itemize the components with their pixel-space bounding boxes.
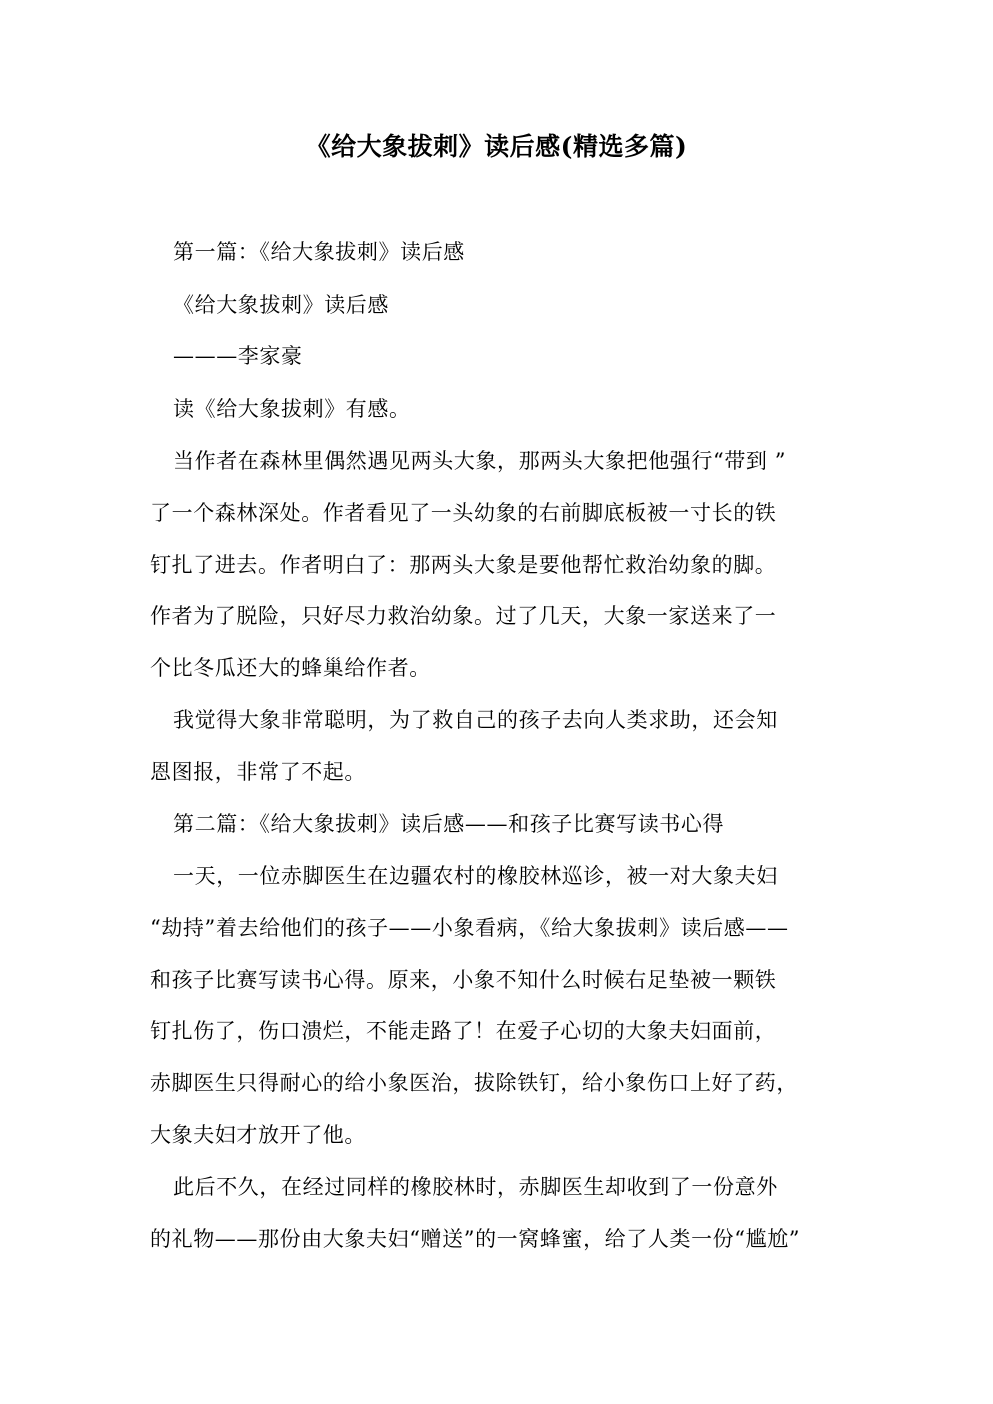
paragraph-line: 钉扎伤了，伤口溃烂，不能走路了！在爱子心切的大象夫妇面前，: [150, 1019, 777, 1043]
section-heading-2: 第二篇：《给大象拔刺》读后感——和孩子比赛写读书心得: [173, 812, 725, 836]
paragraph-line: 大象夫妇才放开了他。: [150, 1123, 366, 1147]
section-heading-1: 第一篇：《给大象拔刺》读后感: [173, 240, 465, 264]
paragraph-line: 的礼物——那份由大象夫妇“赠送”的一窝蜂蜜，给了人类一份“尴尬”: [150, 1227, 801, 1251]
paragraph-line: “劫持”着去给他们的孩子——小象看病，《给大象拔刺》读后感——: [150, 916, 789, 940]
subtitle: 《给大象拔刺》读后感: [173, 293, 389, 317]
paragraph-line: 作者为了脱险，只好尽力救治幼象。过了几天，大象一家送来了一: [150, 604, 777, 628]
document-title: 《给大象拔刺》读后感(精选多篇): [305, 132, 688, 161]
author-line: ———李家豪: [173, 344, 303, 368]
paragraph-line: 当作者在森林里偶然遇见两头大象，那两头大象把他强行“带到 ”: [173, 449, 787, 473]
paragraph-line: 钉扎了进去。作者明白了：那两头大象是要他帮忙救治幼象的脚。: [150, 553, 777, 577]
paragraph-line: 了一个森林深处。作者看见了一头幼象的右前脚底板被一寸长的铁: [150, 501, 777, 525]
paragraph-line: 一天，一位赤脚医生在边疆农村的橡胶林巡诊，被一对大象夫妇: [173, 864, 778, 888]
paragraph-line: 此后不久，在经过同样的橡胶林时，赤脚医生却收到了一份意外: [173, 1175, 778, 1199]
paragraph-line: 个比冬瓜还大的蜂巢给作者。: [150, 656, 431, 680]
paragraph-line: 和孩子比赛写读书心得。原来，小象不知什么时候右足垫被一颗铁: [150, 968, 777, 992]
paragraph-line: 恩图报，非常了不起。: [150, 760, 366, 784]
paragraph-line: 赤脚医生只得耐心的给小象医治，拔除铁钉，给小象伤口上好了药，: [150, 1071, 798, 1095]
paragraph-line: 读《给大象拔刺》有感。: [173, 397, 411, 421]
paragraph-line: 我觉得大象非常聪明，为了救自己的孩子去向人类求助，还会知: [173, 708, 778, 732]
